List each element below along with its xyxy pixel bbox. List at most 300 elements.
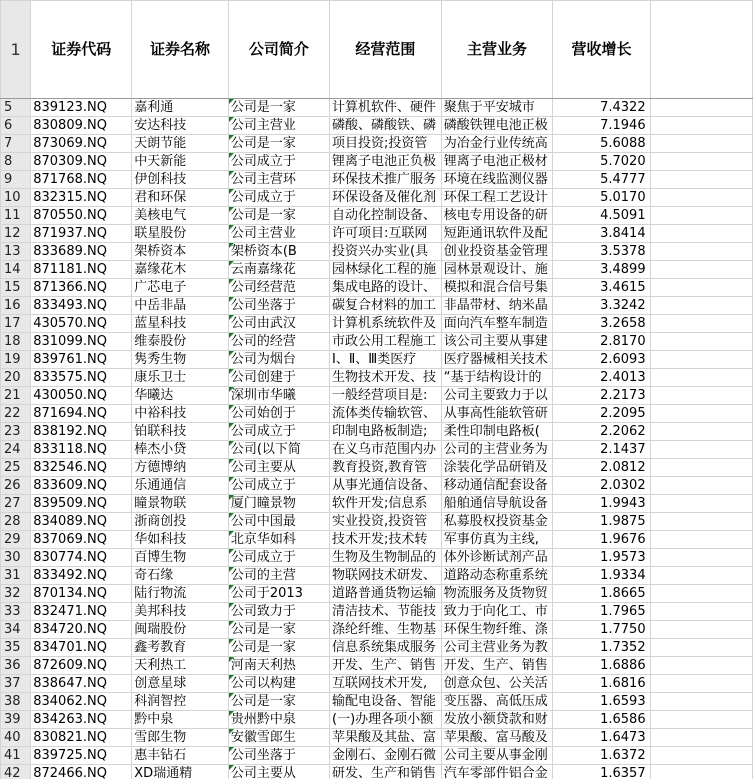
row-number[interactable]: 19 xyxy=(1,351,31,369)
cell-code[interactable]: 839725.NQ xyxy=(31,747,132,765)
cell-name[interactable]: 闽瑞股份 xyxy=(132,621,229,639)
cell-growth[interactable]: 2.4013 xyxy=(553,369,650,387)
cell-growth[interactable]: 2.2062 xyxy=(553,423,650,441)
cell-scope[interactable]: 信息系统集成服务 xyxy=(330,639,442,657)
row-number[interactable]: 14 xyxy=(1,261,31,279)
cell-business[interactable]: 短距通讯软件及配 xyxy=(441,225,553,243)
cell-intro[interactable]: 公司(以下简 xyxy=(228,441,329,459)
row-number[interactable]: 11 xyxy=(1,207,31,225)
cell-growth[interactable]: 3.5378 xyxy=(553,243,650,261)
cell-intro[interactable]: 公司以构建 xyxy=(228,675,329,693)
cell-growth[interactable]: 2.6093 xyxy=(553,351,650,369)
cell-business[interactable]: 从事高性能软管研 xyxy=(441,405,553,423)
cell-code[interactable]: 870550.NQ xyxy=(31,207,132,225)
cell-code[interactable]: 872466.NQ xyxy=(31,765,132,779)
cell-name[interactable]: 百博生物 xyxy=(132,549,229,567)
cell-growth[interactable]: 1.6372 xyxy=(553,747,650,765)
column-header-name[interactable]: 证券名称 xyxy=(132,1,229,99)
cell-name[interactable]: XD瑞通精 xyxy=(132,765,229,779)
cell-intro[interactable]: 公司主要从 xyxy=(228,765,329,779)
cell-name[interactable]: 隽秀生物 xyxy=(132,351,229,369)
row-number[interactable]: 13 xyxy=(1,243,31,261)
cell-scope[interactable]: Ⅰ、Ⅱ、Ⅲ类医疗 xyxy=(330,351,442,369)
column-header-code[interactable]: 证券代码 xyxy=(31,1,132,99)
row-number[interactable]: 10 xyxy=(1,189,31,207)
cell-code[interactable]: 834701.NQ xyxy=(31,639,132,657)
cell-business[interactable]: 开发、生产、销售 xyxy=(441,657,553,675)
cell-name[interactable]: 乐通通信 xyxy=(132,477,229,495)
cell-code[interactable]: 870309.NQ xyxy=(31,153,132,171)
column-header-growth[interactable]: 营收增长 xyxy=(553,1,650,99)
cell-scope[interactable]: 流体类传输软管、 xyxy=(330,405,442,423)
cell-scope[interactable]: 集成电路的设计、 xyxy=(330,279,442,297)
cell-name[interactable]: 蓝星科技 xyxy=(132,315,229,333)
cell-name[interactable]: 方德博纳 xyxy=(132,459,229,477)
cell-name[interactable]: 中岳非晶 xyxy=(132,297,229,315)
row-number[interactable]: 7 xyxy=(1,135,31,153)
row-number[interactable]: 29 xyxy=(1,531,31,549)
cell-extra[interactable] xyxy=(650,405,752,423)
cell-growth[interactable]: 1.7750 xyxy=(553,621,650,639)
row-number[interactable]: 41 xyxy=(1,747,31,765)
cell-name[interactable]: 创意星球 xyxy=(132,675,229,693)
cell-code[interactable]: 834089.NQ xyxy=(31,513,132,531)
cell-name[interactable]: 浙商创投 xyxy=(132,513,229,531)
row-number[interactable]: 17 xyxy=(1,315,31,333)
cell-intro[interactable]: 公司由武汉 xyxy=(228,315,329,333)
cell-intro[interactable]: 公司是一家 xyxy=(228,693,329,711)
cell-extra[interactable] xyxy=(650,693,752,711)
cell-code[interactable]: 832546.NQ xyxy=(31,459,132,477)
row-number[interactable]: 8 xyxy=(1,153,31,171)
cell-business[interactable]: 创业投资基金管理 xyxy=(441,243,553,261)
cell-name[interactable]: 棒杰小贷 xyxy=(132,441,229,459)
cell-growth[interactable]: 3.4899 xyxy=(553,261,650,279)
row-number[interactable]: 27 xyxy=(1,495,31,513)
cell-intro[interactable]: 公司主要从 xyxy=(228,459,329,477)
cell-name[interactable]: 惠丰钻石 xyxy=(132,747,229,765)
cell-name[interactable]: 奇石缘 xyxy=(132,567,229,585)
cell-extra[interactable] xyxy=(650,729,752,747)
cell-growth[interactable]: 1.7352 xyxy=(553,639,650,657)
cell-intro[interactable]: 公司中国最 xyxy=(228,513,329,531)
cell-scope[interactable]: 项目投资;投资管 xyxy=(330,135,442,153)
cell-code[interactable]: 833493.NQ xyxy=(31,297,132,315)
cell-scope[interactable]: 园林绿化工程的施 xyxy=(330,261,442,279)
cell-intro[interactable]: 北京华如科 xyxy=(228,531,329,549)
row-number[interactable]: 31 xyxy=(1,567,31,585)
cell-scope[interactable]: 投资兴办实业(具 xyxy=(330,243,442,261)
cell-code[interactable]: 833492.NQ xyxy=(31,567,132,585)
column-header-scope[interactable]: 经营范围 xyxy=(330,1,442,99)
cell-intro[interactable]: 公司是一家 xyxy=(228,135,329,153)
cell-extra[interactable] xyxy=(650,747,752,765)
cell-scope[interactable]: 在义乌市范围内办 xyxy=(330,441,442,459)
cell-business[interactable]: 创意众包、公关活 xyxy=(441,675,553,693)
row-number[interactable]: 42 xyxy=(1,765,31,779)
cell-code[interactable]: 872609.NQ xyxy=(31,657,132,675)
cell-code[interactable]: 833118.NQ xyxy=(31,441,132,459)
cell-extra[interactable] xyxy=(650,621,752,639)
cell-growth[interactable]: 1.9676 xyxy=(553,531,650,549)
cell-extra[interactable] xyxy=(650,279,752,297)
cell-growth[interactable]: 1.6886 xyxy=(553,657,650,675)
cell-intro[interactable]: 公司是一家 xyxy=(228,639,329,657)
cell-extra[interactable] xyxy=(650,297,752,315)
cell-scope[interactable]: 苹果酸及其盐、富 xyxy=(330,729,442,747)
cell-name[interactable]: 天朗节能 xyxy=(132,135,229,153)
cell-growth[interactable]: 1.9943 xyxy=(553,495,650,513)
row-number[interactable]: 30 xyxy=(1,549,31,567)
cell-code[interactable]: 832315.NQ xyxy=(31,189,132,207)
cell-intro[interactable]: 公司为烟台 xyxy=(228,351,329,369)
cell-scope[interactable]: 环保设备及催化剂 xyxy=(330,189,442,207)
row-number[interactable]: 18 xyxy=(1,333,31,351)
row-number[interactable]: 6 xyxy=(1,117,31,135)
cell-business[interactable]: 非晶带材、纳米晶 xyxy=(441,297,553,315)
cell-scope[interactable]: 金刚石、金刚石微 xyxy=(330,747,442,765)
cell-name[interactable]: 华曦达 xyxy=(132,387,229,405)
cell-growth[interactable]: 2.2095 xyxy=(553,405,650,423)
cell-extra[interactable] xyxy=(650,441,752,459)
cell-business[interactable]: 模拟和混合信号集 xyxy=(441,279,553,297)
cell-scope[interactable]: 输配电设备、智能 xyxy=(330,693,442,711)
cell-code[interactable]: 831099.NQ xyxy=(31,333,132,351)
cell-name[interactable]: 雪郎生物 xyxy=(132,729,229,747)
cell-intro[interactable]: 公司的经营 xyxy=(228,333,329,351)
cell-business[interactable]: 私募股权投资基金 xyxy=(441,513,553,531)
cell-growth[interactable]: 2.8170 xyxy=(553,333,650,351)
cell-growth[interactable]: 3.8414 xyxy=(553,225,650,243)
row-number[interactable]: 25 xyxy=(1,459,31,477)
cell-extra[interactable] xyxy=(650,387,752,405)
cell-business[interactable]: 医疗器械相关技术 xyxy=(441,351,553,369)
cell-name[interactable]: 架桥资本 xyxy=(132,243,229,261)
cell-growth[interactable]: 7.4322 xyxy=(553,99,650,117)
cell-scope[interactable]: 许可项目:互联网 xyxy=(330,225,442,243)
cell-code[interactable]: 871181.NQ xyxy=(31,261,132,279)
cell-intro[interactable]: 贵州黔中泉 xyxy=(228,711,329,729)
cell-extra[interactable] xyxy=(650,567,752,585)
cell-growth[interactable]: 1.6816 xyxy=(553,675,650,693)
row-number[interactable]: 5 xyxy=(1,99,31,117)
cell-scope[interactable]: 清洁技术、节能技 xyxy=(330,603,442,621)
cell-name[interactable]: 维泰股份 xyxy=(132,333,229,351)
row-number[interactable]: 37 xyxy=(1,675,31,693)
cell-growth[interactable]: 2.1437 xyxy=(553,441,650,459)
column-header-intro[interactable]: 公司简介 xyxy=(228,1,329,99)
cell-extra[interactable] xyxy=(650,513,752,531)
cell-name[interactable]: 嘉利通 xyxy=(132,99,229,117)
cell-business[interactable]: 公司主营业务为教 xyxy=(441,639,553,657)
cell-growth[interactable]: 4.5091 xyxy=(553,207,650,225)
cell-scope[interactable]: 一般经营项目是: xyxy=(330,387,442,405)
cell-intro[interactable]: 公司创建于 xyxy=(228,369,329,387)
cell-business[interactable]: 致力于向化工、市 xyxy=(441,603,553,621)
row-number[interactable]: 33 xyxy=(1,603,31,621)
cell-name[interactable]: 黔中泉 xyxy=(132,711,229,729)
cell-growth[interactable]: 2.2173 xyxy=(553,387,650,405)
cell-extra[interactable] xyxy=(650,315,752,333)
cell-growth[interactable]: 1.7965 xyxy=(553,603,650,621)
cell-intro[interactable]: 公司成立于 xyxy=(228,549,329,567)
cell-extra[interactable] xyxy=(650,765,752,779)
cell-business[interactable]: 道路动态称重系统 xyxy=(441,567,553,585)
cell-scope[interactable]: 计算机系统软件及 xyxy=(330,315,442,333)
cell-name[interactable]: 广芯电子 xyxy=(132,279,229,297)
cell-business[interactable]: 柔性印制电路板( xyxy=(441,423,553,441)
cell-business[interactable]: 环境在线监测仪器 xyxy=(441,171,553,189)
cell-extra[interactable] xyxy=(650,477,752,495)
cell-intro[interactable]: 公司是一家 xyxy=(228,99,329,117)
cell-extra[interactable] xyxy=(650,531,752,549)
cell-extra[interactable] xyxy=(650,711,752,729)
cell-extra[interactable] xyxy=(650,351,752,369)
cell-name[interactable]: 科润智控 xyxy=(132,693,229,711)
cell-business[interactable]: 聚焦于平安城市 xyxy=(441,99,553,117)
cell-code[interactable]: 838192.NQ xyxy=(31,423,132,441)
cell-extra[interactable] xyxy=(650,675,752,693)
cell-name[interactable]: 康乐卫士 xyxy=(132,369,229,387)
cell-intro[interactable]: 深圳市华曦 xyxy=(228,387,329,405)
cell-name[interactable]: 美核电气 xyxy=(132,207,229,225)
cell-code[interactable]: 833609.NQ xyxy=(31,477,132,495)
cell-intro[interactable]: 厦门瞳景物 xyxy=(228,495,329,513)
row-number[interactable]: 15 xyxy=(1,279,31,297)
cell-name[interactable]: 中天新能 xyxy=(132,153,229,171)
cell-intro[interactable]: 公司坐落于 xyxy=(228,747,329,765)
cell-code[interactable]: 830821.NQ xyxy=(31,729,132,747)
cell-business[interactable]: 公司的主营业务为 xyxy=(441,441,553,459)
row-number[interactable]: 40 xyxy=(1,729,31,747)
cell-extra[interactable] xyxy=(650,189,752,207)
cell-code[interactable]: 833689.NQ xyxy=(31,243,132,261)
cell-name[interactable]: 鑫考教育 xyxy=(132,639,229,657)
row-number[interactable]: 23 xyxy=(1,423,31,441)
row-number[interactable]: 28 xyxy=(1,513,31,531)
row-number[interactable]: 21 xyxy=(1,387,31,405)
cell-scope[interactable]: 碳复合材料的加工 xyxy=(330,297,442,315)
cell-scope[interactable]: 环保技术推广服务 xyxy=(330,171,442,189)
row-number[interactable]: 16 xyxy=(1,297,31,315)
cell-extra[interactable] xyxy=(650,423,752,441)
cell-business[interactable]: 军事仿真为主线, xyxy=(441,531,553,549)
row-number[interactable]: 20 xyxy=(1,369,31,387)
cell-code[interactable]: 834720.NQ xyxy=(31,621,132,639)
cell-extra[interactable] xyxy=(650,117,752,135)
cell-scope[interactable]: 锂离子电池正负极 xyxy=(330,153,442,171)
cell-business[interactable]: 汽车零部件铝合金 xyxy=(441,765,553,779)
cell-business[interactable]: 锂离子电池正极材 xyxy=(441,153,553,171)
cell-scope[interactable]: 从事光通信设备、 xyxy=(330,477,442,495)
cell-extra[interactable] xyxy=(650,99,752,117)
cell-extra[interactable] xyxy=(650,207,752,225)
cell-name[interactable]: 安达科技 xyxy=(132,117,229,135)
cell-intro[interactable]: 公司主营业 xyxy=(228,225,329,243)
row-number[interactable]: 26 xyxy=(1,477,31,495)
cell-name[interactable]: 君和环保 xyxy=(132,189,229,207)
cell-scope[interactable]: 生物及生物制品的 xyxy=(330,549,442,567)
cell-business[interactable]: 公司主要致力于以 xyxy=(441,387,553,405)
cell-business[interactable]: 园林景观设计、施 xyxy=(441,261,553,279)
cell-name[interactable]: 华如科技 xyxy=(132,531,229,549)
cell-business[interactable]: 苹果酸、富马酸及 xyxy=(441,729,553,747)
cell-extra[interactable] xyxy=(650,153,752,171)
row-number[interactable]: 38 xyxy=(1,693,31,711)
cell-intro[interactable]: 公司成立于 xyxy=(228,189,329,207)
cell-scope[interactable]: 研发、生产和销售 xyxy=(330,765,442,779)
cell-extra[interactable] xyxy=(650,369,752,387)
cell-intro[interactable]: 公司主营业 xyxy=(228,117,329,135)
cell-scope[interactable]: 物联网技术研发、 xyxy=(330,567,442,585)
row-number-header[interactable]: 1 xyxy=(1,1,31,99)
row-number[interactable]: 22 xyxy=(1,405,31,423)
cell-scope[interactable]: 教育投资,教育管 xyxy=(330,459,442,477)
cell-business[interactable]: 体外诊断试剂产品 xyxy=(441,549,553,567)
cell-growth[interactable]: 5.7020 xyxy=(553,153,650,171)
cell-business[interactable]: 磷酸铁锂电池正极 xyxy=(441,117,553,135)
cell-scope[interactable]: 技术开发;技术转 xyxy=(330,531,442,549)
cell-code[interactable]: 834062.NQ xyxy=(31,693,132,711)
cell-code[interactable]: 834263.NQ xyxy=(31,711,132,729)
cell-extra[interactable] xyxy=(650,261,752,279)
cell-intro[interactable]: 公司于2013 xyxy=(228,585,329,603)
cell-code[interactable]: 832471.NQ xyxy=(31,603,132,621)
cell-growth[interactable]: 2.0812 xyxy=(553,459,650,477)
cell-intro[interactable]: 架桥资本(B xyxy=(228,243,329,261)
cell-business[interactable]: 移动通信配套设备 xyxy=(441,477,553,495)
cell-extra[interactable] xyxy=(650,171,752,189)
cell-intro[interactable]: 公司的主营 xyxy=(228,567,329,585)
cell-name[interactable]: 陆行物流 xyxy=(132,585,229,603)
cell-code[interactable]: 871366.NQ xyxy=(31,279,132,297)
cell-business[interactable]: “基于结构设计的 xyxy=(441,369,553,387)
row-number[interactable]: 36 xyxy=(1,657,31,675)
cell-intro[interactable]: 公司主营环 xyxy=(228,171,329,189)
cell-business[interactable]: 核电专用设备的研 xyxy=(441,207,553,225)
row-number[interactable]: 39 xyxy=(1,711,31,729)
cell-growth[interactable]: 3.2658 xyxy=(553,315,650,333)
cell-business[interactable]: 环保工程工艺设计 xyxy=(441,189,553,207)
cell-code[interactable]: 430050.NQ xyxy=(31,387,132,405)
cell-growth[interactable]: 5.4777 xyxy=(553,171,650,189)
cell-code[interactable]: 833575.NQ xyxy=(31,369,132,387)
cell-intro[interactable]: 公司是一家 xyxy=(228,207,329,225)
cell-name[interactable]: 瞳景物联 xyxy=(132,495,229,513)
cell-scope[interactable]: 软件开发;信息系 xyxy=(330,495,442,513)
cell-code[interactable]: 871694.NQ xyxy=(31,405,132,423)
cell-scope[interactable]: 开发、生产、销售 xyxy=(330,657,442,675)
cell-name[interactable]: 天利热工 xyxy=(132,657,229,675)
cell-growth[interactable]: 1.8665 xyxy=(553,585,650,603)
cell-extra[interactable] xyxy=(650,333,752,351)
cell-intro[interactable]: 公司成立于 xyxy=(228,423,329,441)
cell-code[interactable]: 430570.NQ xyxy=(31,315,132,333)
cell-extra[interactable] xyxy=(650,243,752,261)
row-number[interactable]: 34 xyxy=(1,621,31,639)
cell-scope[interactable]: 磷酸、磷酸铁、磷 xyxy=(330,117,442,135)
column-header-business[interactable]: 主营业务 xyxy=(441,1,553,99)
cell-scope[interactable]: 互联网技术开发, xyxy=(330,675,442,693)
row-number[interactable]: 32 xyxy=(1,585,31,603)
cell-scope[interactable]: 自动化控制设备、 xyxy=(330,207,442,225)
cell-growth[interactable]: 1.6586 xyxy=(553,711,650,729)
cell-scope[interactable]: 市政公用工程施工 xyxy=(330,333,442,351)
cell-business[interactable]: 面向汽车整车制造 xyxy=(441,315,553,333)
cell-intro[interactable]: 公司是一家 xyxy=(228,621,329,639)
cell-business[interactable]: 船舶通信导航设备 xyxy=(441,495,553,513)
cell-growth[interactable]: 3.4615 xyxy=(553,279,650,297)
cell-extra[interactable] xyxy=(650,225,752,243)
cell-code[interactable]: 871937.NQ xyxy=(31,225,132,243)
cell-extra[interactable] xyxy=(650,585,752,603)
cell-growth[interactable]: 5.6088 xyxy=(553,135,650,153)
cell-scope[interactable]: 印制电路板制造; xyxy=(330,423,442,441)
row-number[interactable]: 24 xyxy=(1,441,31,459)
cell-business[interactable]: 环保生物纤维、涤 xyxy=(441,621,553,639)
cell-intro[interactable]: 云南嘉缘花 xyxy=(228,261,329,279)
cell-scope[interactable]: (一)办理各项小额 xyxy=(330,711,442,729)
cell-business[interactable]: 公司主要从事金刚 xyxy=(441,747,553,765)
cell-growth[interactable]: 1.6357 xyxy=(553,765,650,779)
row-number[interactable]: 35 xyxy=(1,639,31,657)
cell-intro[interactable]: 公司成立于 xyxy=(228,153,329,171)
cell-growth[interactable]: 5.0170 xyxy=(553,189,650,207)
cell-extra[interactable] xyxy=(650,603,752,621)
cell-code[interactable]: 830809.NQ xyxy=(31,117,132,135)
cell-intro[interactable]: 公司经营范 xyxy=(228,279,329,297)
cell-name[interactable]: 联星股份 xyxy=(132,225,229,243)
row-number[interactable]: 9 xyxy=(1,171,31,189)
cell-business[interactable]: 该公司主要从事建 xyxy=(441,333,553,351)
cell-growth[interactable]: 1.6473 xyxy=(553,729,650,747)
cell-business[interactable]: 为冶金行业传统高 xyxy=(441,135,553,153)
cell-scope[interactable]: 计算机软件、硬件 xyxy=(330,99,442,117)
cell-intro[interactable]: 公司坐落于 xyxy=(228,297,329,315)
cell-name[interactable]: 伊创科技 xyxy=(132,171,229,189)
cell-code[interactable]: 839509.NQ xyxy=(31,495,132,513)
cell-extra[interactable] xyxy=(650,639,752,657)
cell-scope[interactable]: 涤纶纤维、生物基 xyxy=(330,621,442,639)
cell-extra[interactable] xyxy=(650,657,752,675)
cell-growth[interactable]: 1.9573 xyxy=(553,549,650,567)
cell-growth[interactable]: 3.3242 xyxy=(553,297,650,315)
cell-scope[interactable]: 实业投资,投资管 xyxy=(330,513,442,531)
cell-intro[interactable]: 河南天利热 xyxy=(228,657,329,675)
cell-scope[interactable]: 生物技术开发、技 xyxy=(330,369,442,387)
cell-code[interactable]: 871768.NQ xyxy=(31,171,132,189)
cell-intro[interactable]: 公司成立于 xyxy=(228,477,329,495)
cell-growth[interactable]: 2.0302 xyxy=(553,477,650,495)
cell-extra[interactable] xyxy=(650,459,752,477)
cell-scope[interactable]: 道路普通货物运输 xyxy=(330,585,442,603)
cell-business[interactable]: 物流服务及货物贸 xyxy=(441,585,553,603)
cell-intro[interactable]: 公司致力于 xyxy=(228,603,329,621)
cell-code[interactable]: 838647.NQ xyxy=(31,675,132,693)
cell-code[interactable]: 839123.NQ xyxy=(31,99,132,117)
cell-name[interactable]: 铂联科技 xyxy=(132,423,229,441)
cell-extra[interactable] xyxy=(650,549,752,567)
cell-name[interactable]: 美邦科技 xyxy=(132,603,229,621)
cell-code[interactable]: 830774.NQ xyxy=(31,549,132,567)
cell-code[interactable]: 837069.NQ xyxy=(31,531,132,549)
cell-business[interactable]: 涂装化学品研销及 xyxy=(441,459,553,477)
cell-business[interactable]: 发放小额贷款和财 xyxy=(441,711,553,729)
cell-growth[interactable]: 1.9875 xyxy=(553,513,650,531)
cell-business[interactable]: 变压器、高低压成 xyxy=(441,693,553,711)
cell-intro[interactable]: 安徽雪郎生 xyxy=(228,729,329,747)
cell-growth[interactable]: 1.9334 xyxy=(553,567,650,585)
